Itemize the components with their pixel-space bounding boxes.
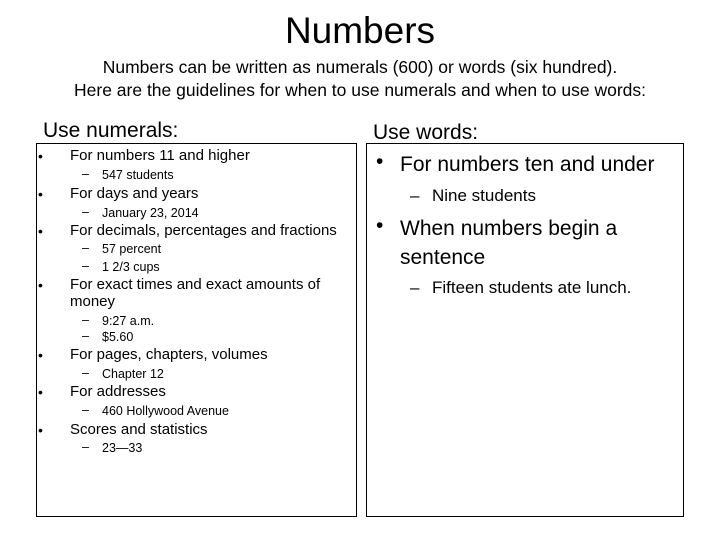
slide-title: Numbers: [284, 10, 436, 51]
example: 547 students: [102, 168, 174, 182]
slide-subtitle: [0, 56, 720, 102]
bullet: •: [38, 148, 43, 164]
example: Chapter 12: [102, 367, 164, 381]
example: Fifteen students ate lunch.: [432, 278, 632, 297]
bullet: •: [38, 277, 43, 293]
dash: –: [82, 366, 89, 380]
bullet: •: [38, 384, 43, 400]
bullet: •: [38, 223, 43, 239]
right-heading: Use words:: [373, 121, 479, 144]
bullet: •: [376, 150, 384, 173]
left-heading: Use numerals:: [43, 119, 179, 142]
dash: –: [82, 403, 89, 417]
words-rule: For numbers ten and under: [400, 153, 655, 176]
example: 1 2/3 cups: [102, 260, 160, 274]
words-rule: sentence: [400, 246, 486, 269]
dash: –: [82, 167, 89, 181]
dash: –: [410, 278, 420, 297]
dash: –: [82, 313, 89, 327]
example: Nine students: [432, 186, 536, 205]
example: 9:27 a.m.: [102, 314, 155, 328]
numerals-rule: For days and years: [70, 185, 199, 202]
dash: –: [82, 329, 89, 343]
bullet: •: [38, 186, 43, 202]
dash: –: [82, 440, 89, 454]
example: 23—33: [102, 441, 143, 455]
dash: –: [82, 241, 89, 255]
dash: –: [82, 205, 89, 219]
numerals-rule: For exact times and exact amounts of: [70, 276, 321, 293]
example: January 23, 2014: [102, 206, 199, 220]
example: 460 Hollywood Avenue: [102, 404, 229, 418]
subtitle-line: Here are the guidelines for when to use numerals and when to use words:: [74, 80, 646, 100]
numerals-rule: For addresses: [70, 383, 166, 400]
dash: –: [410, 186, 420, 205]
words-rule: When numbers begin a: [400, 217, 618, 240]
numerals-rule: For pages, chapters, volumes: [70, 346, 268, 363]
example: 57 percent: [102, 242, 162, 256]
numerals-rule: money: [70, 293, 116, 310]
numerals-rule: For decimals, percentages and fractions: [70, 222, 337, 239]
subtitle-line: Numbers can be written as numerals (600) or words (six hundred).: [102, 57, 618, 77]
bullet: •: [376, 214, 384, 237]
numerals-rule: Scores and statistics: [70, 421, 208, 438]
bullet: •: [38, 422, 43, 438]
example: $5.60: [102, 330, 134, 344]
bullet: •: [38, 347, 43, 363]
numerals-rule: For numbers 11 and higher: [70, 147, 250, 164]
dash: –: [82, 259, 89, 273]
